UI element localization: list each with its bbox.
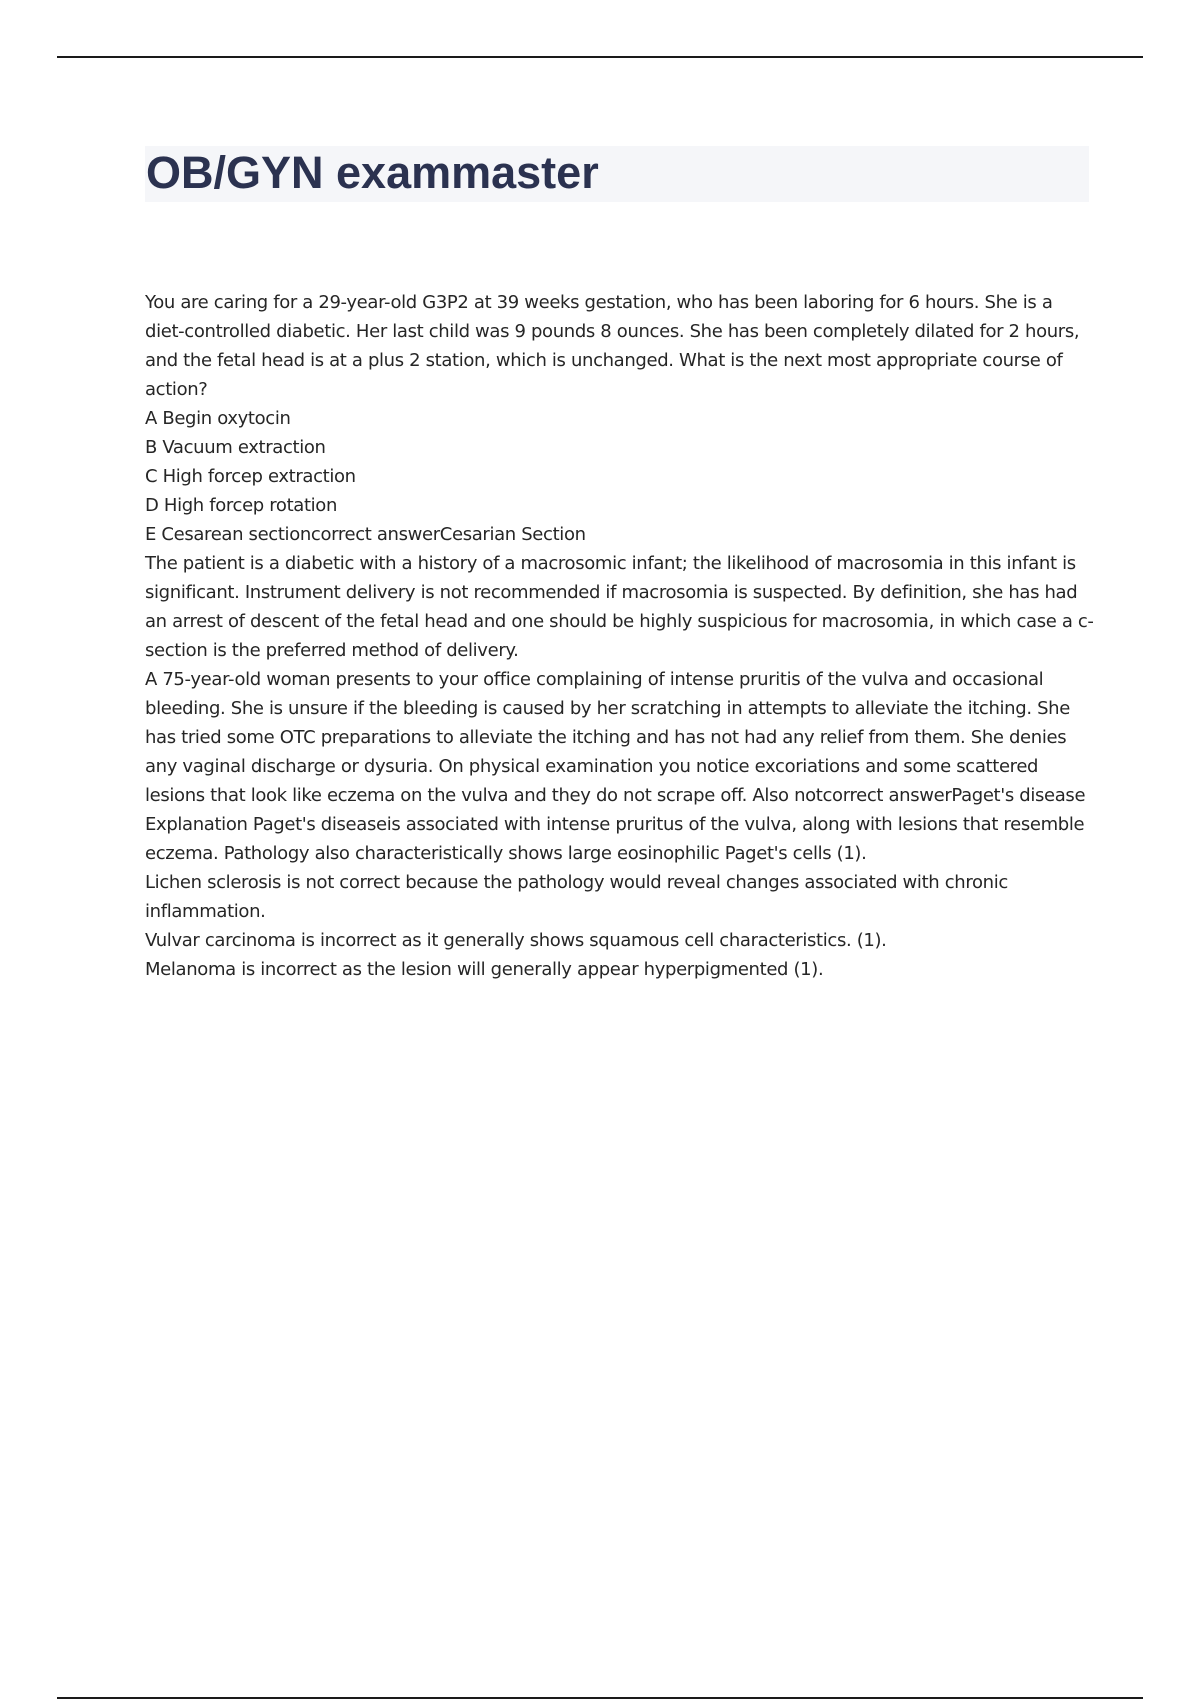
lichen-sclerosis-note: Lichen sclerosis is not correct because the pathology would reveal changes associated with chronic inflammation. — [145, 872, 1008, 922]
page-title: OB/GYN exammaster — [146, 147, 599, 198]
question-1-stem: You are caring for a 29-year-old G3P2 at 39 weeks gestation, who has been laboring for 6 hours. She is a diet-controlled diabetic. Her last child was 9 pounds 8 ounces. She has been completely dilated for 2 hours, and the fetal head is at a plus 2 station, which is unchanged. What is the next most appropriate course of action? — [145, 292, 1080, 400]
question-2-explanation: Explanation Paget's diseaseis associated with intense pruritus of the vulva, along with lesions that resemble eczema. Pathology also characteristically shows large eosinophilic Paget's cells (1). — [145, 814, 1085, 864]
melanoma-note: Melanoma is incorrect as the lesion will generally appear hyperpigmented (1). — [145, 959, 824, 980]
option-b: B Vacuum extraction — [145, 437, 326, 458]
option-d: D High forcep rotation — [145, 495, 338, 516]
question-1-explanation: The patient is a diabetic with a history of a macrosomic infant; the likelihood of macrosomia in this infant is significant. Instrument delivery is not recommended if macrosomia is suspected. By definition, she has had an arrest of descent of the fetal head and one should be highly suspicious for macrosomia, in which case a c-section is the preferred method of delivery. — [145, 553, 1094, 661]
option-e: E Cesarean sectioncorrect answerCesarian Section — [145, 524, 586, 545]
document-body — [145, 288, 1095, 984]
top-divider — [57, 56, 1143, 58]
option-a: A Begin oxytocin — [145, 408, 291, 429]
option-c: C High forcep extraction — [145, 466, 356, 487]
vulvar-carcinoma-note: Vulvar carcinoma is incorrect as it generally shows squamous cell characteristics. (1). — [145, 930, 887, 951]
question-2-stem: A 75-year-old woman presents to your office complaining of intense pruritis of the vulva and occasional bleeding. She is unsure if the bleeding is caused by her scratching in attempts to alleviate the itching. She has tried some OTC preparations to alleviate the itching and has not had any relief from them. She denies any vaginal discharge or dysuria. On physical examination you notice excoriations and some scattered lesions that look like eczema on the vulva and they do not scrape off. Also notcorrect answerPaget's disease — [145, 669, 1086, 806]
bottom-divider — [57, 1697, 1143, 1699]
